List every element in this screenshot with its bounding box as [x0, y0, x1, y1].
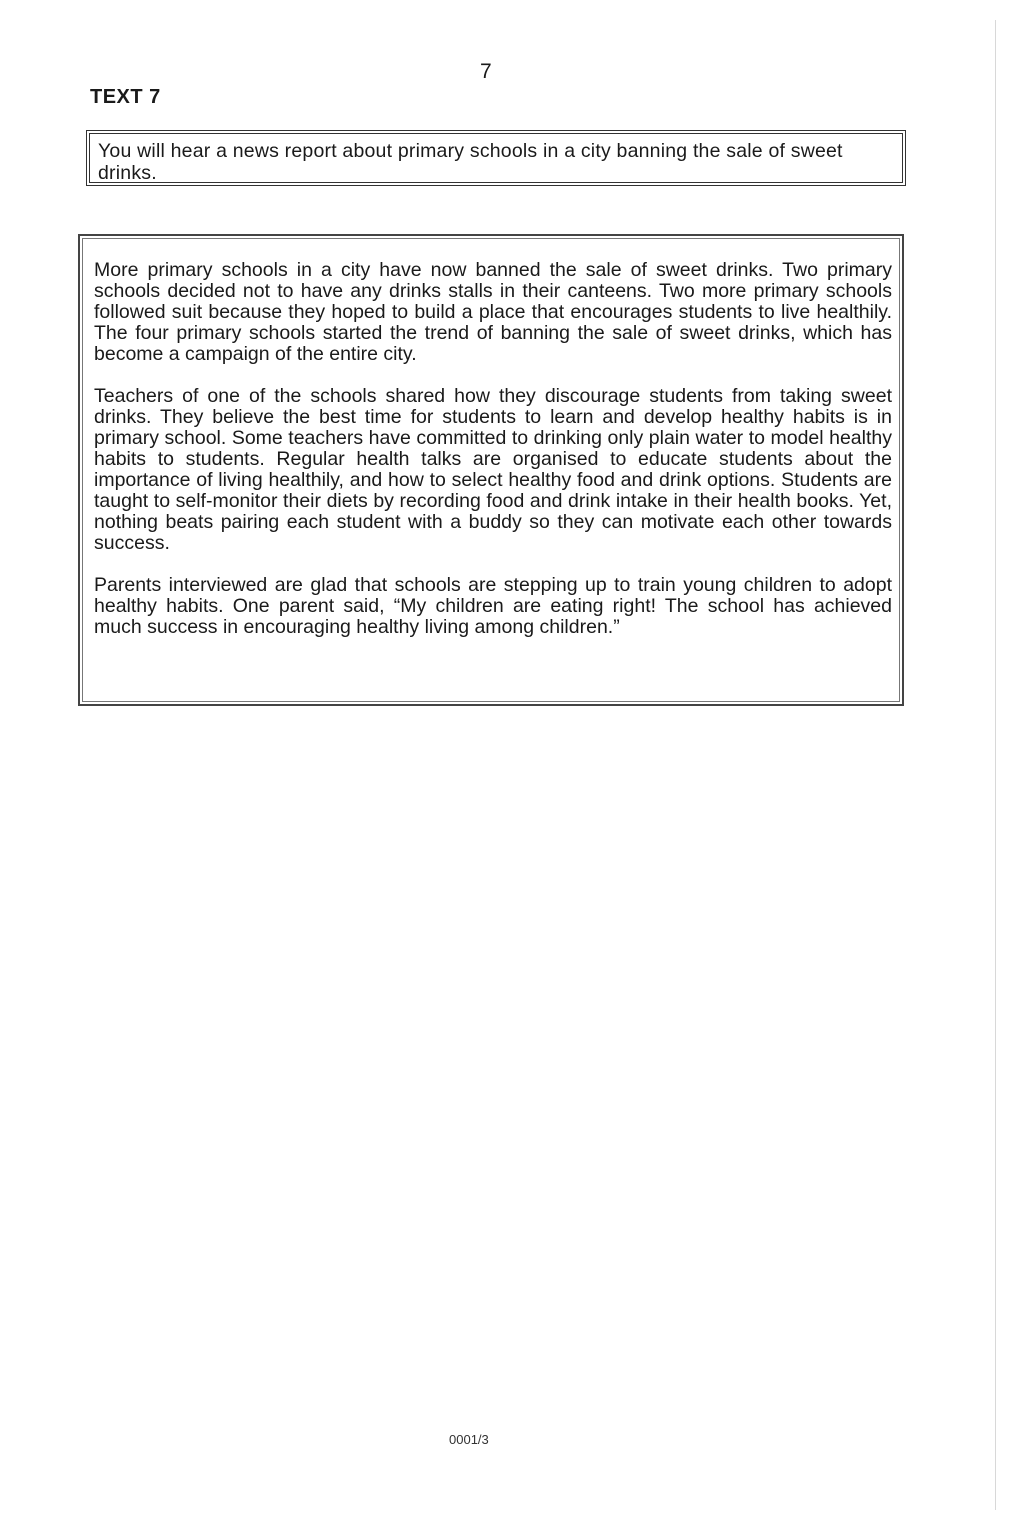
scan-edge-line — [995, 20, 996, 1510]
transcript-paragraph-3: Parents interviewed are glad that schools are stepping up to train young children to adopt healthy habits. One parent said, “My children are eating right! The school has achieved much success in encouraging healthy living among children.” — [94, 574, 892, 638]
instruction-text: You will hear a news report about primary schools in a city banning the sale of sweet drinks. — [98, 140, 843, 184]
section-title: TEXT 7 — [90, 86, 161, 108]
page-number: 7 — [480, 60, 492, 83]
footer-code: 0001/3 — [449, 1432, 489, 1447]
transcript-paragraph-2: Teachers of one of the schools shared how they discourage students from taking sweet drinks. They believe the best time for students to learn and develop healthy habits is in primary school. Some teachers have committed to drinking only plain water to model healthy habits to students. Regular health talks are organised to educate students about the importance of living healthily, and how to select healthy food and drink options. Students are taught to self-monitor their diets by recording food and drink intake in their health books. Yet, nothing beats pairing each student with a buddy so they can motivate each other towards success. — [94, 385, 892, 554]
instruction-box — [86, 130, 906, 186]
transcript-box — [78, 234, 904, 706]
transcript-paragraph-1: More primary schools in a city have now banned the sale of sweet drinks. Two primary schools decided not to have any drinks stalls in their canteens. Two more primary schools followed suit because they hoped to build a place that encourages students to live healthily. The four primary schools started the trend of banning the sale of sweet drinks, which has become a campaign of the entire city. — [94, 259, 892, 365]
